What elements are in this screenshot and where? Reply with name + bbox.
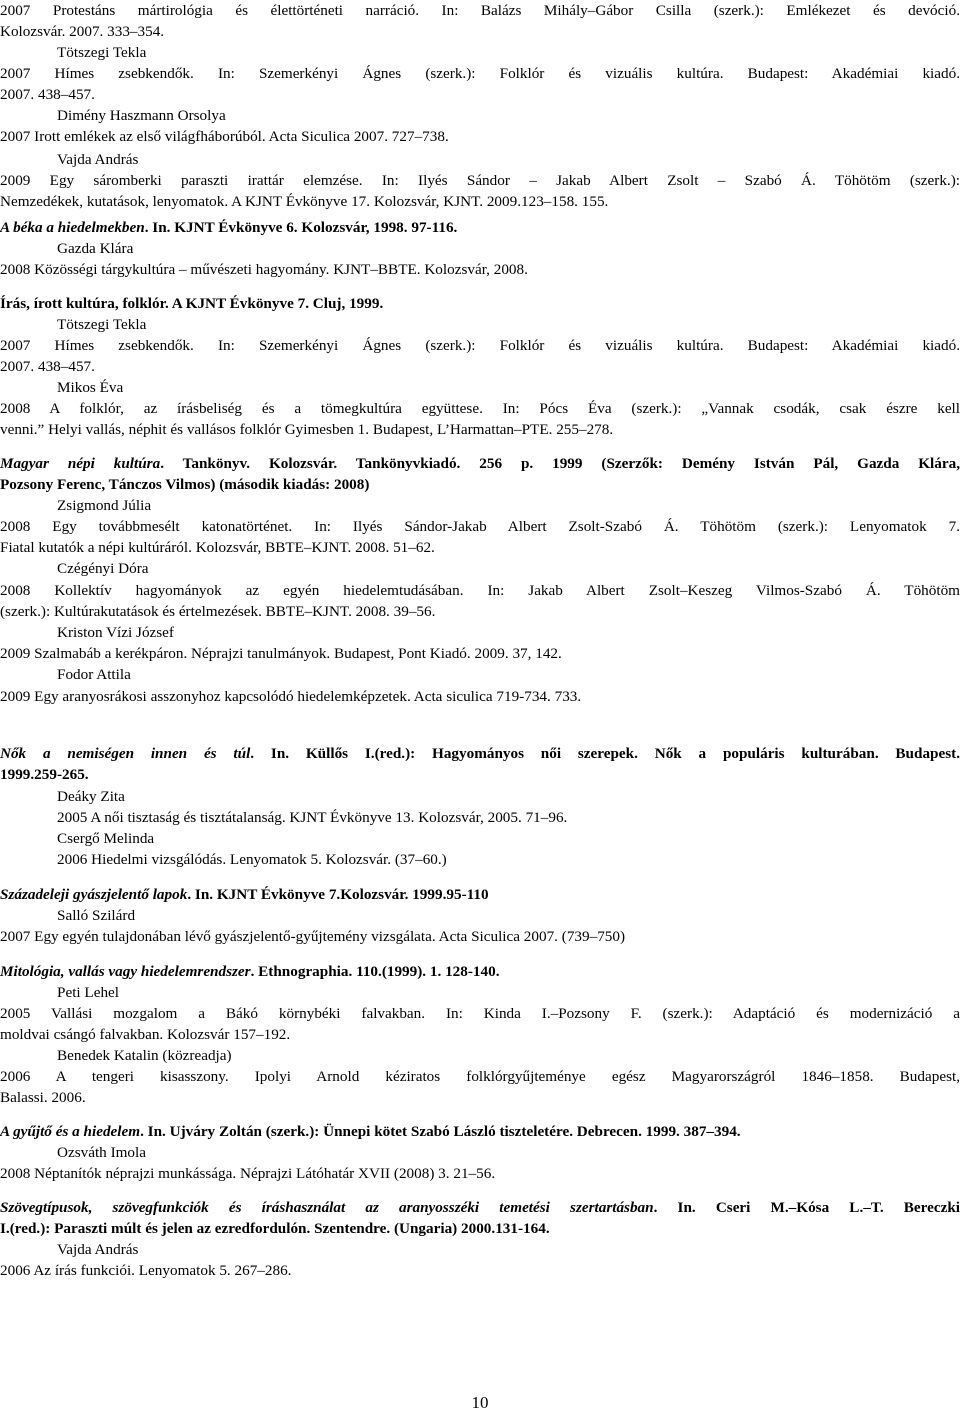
reference-line: 2006 Az írás funkciói. Lenyomatok 5. 267–286. bbox=[0, 1262, 292, 1279]
section-source: Pozsony Ferenc, Tánczos Vilmos) (második kiadás: 2008) bbox=[0, 476, 370, 493]
author-name: Vajda András bbox=[57, 1241, 139, 1258]
author-name: Fodor Attila bbox=[57, 666, 131, 683]
author-name: Dimény Haszmann Orsolya bbox=[57, 107, 226, 124]
author-name: Tötszegi Tekla bbox=[57, 44, 147, 61]
reference-line: 2008 Kollektív hagyományok az egyén hiedelemtudásában. In: Jakab Albert Zsolt–Keszeg Vilmos-Szabó Á. Töhötöm bbox=[0, 582, 960, 599]
section-heading bbox=[0, 217, 960, 238]
reference-line: (szerk.): Kultúrakutatások és értelmezések. BBTE–KJNT. 2008. 39–56. bbox=[0, 603, 436, 620]
reference-line: 2007. 438–457. bbox=[0, 358, 95, 375]
reference-line: 2007. 438–457. bbox=[0, 86, 95, 103]
reference-line: 2008 Egy továbbmesélt katonatörténet. In: Ilyés Sándor-Jakab Albert Zsolt-Szabó Á. Töhötöm (szerk.): Lenyomatok 7. bbox=[0, 518, 960, 535]
reference-line: 2009 Egy aranyosrákosi asszonyhoz kapcsolódó hiedelemképzetek. Acta siculica 719-734. 733. bbox=[0, 688, 582, 705]
reference-line: 2005 Vallási mozgalom a Bákó környbéki falvakban. In: Kinda I.–Pozsony F. (szerk.): Adaptáció és modernizáció a bbox=[0, 1005, 960, 1022]
page-number: 10 bbox=[471, 1393, 489, 1412]
section-heading-continued bbox=[0, 764, 960, 785]
section-source: . Tankönyv. Kolozsvár. Tankönyvkiadó. 256 p. 1999 (Szerzők: Demény István Pál, Gazda Klára, bbox=[160, 455, 960, 472]
reference-line: 2008 Néptanítók néprajzi munkássága. Néprajzi Látóhatár XVII (2008) 3. 21–56. bbox=[0, 1165, 496, 1182]
author-name: Czégényi Dóra bbox=[57, 560, 149, 577]
reference-line: 2007 Protestáns mártirológia és élettörténeti narráció. In: Balázs Mihály–Gábor Csilla (szerk.): Emlékezet és devóció. bbox=[0, 2, 960, 19]
author-name: Kriston Vízi József bbox=[57, 624, 174, 641]
reference-line: Kolozsvár. 2007. 333–354. bbox=[0, 23, 165, 40]
author-name: Salló Szilárd bbox=[57, 907, 136, 924]
section-title: Századeleji gyászjelentő lapok bbox=[0, 886, 188, 903]
section-heading bbox=[0, 743, 960, 764]
reference-line: Balassi. 2006. bbox=[0, 1089, 86, 1106]
author-name: Gazda Klára bbox=[57, 240, 134, 257]
section-source: . In. Cseri M.–Kósa L.–T. Bereczki bbox=[653, 1199, 960, 1216]
reference-line: 2009 Egy sáromberki paraszti irattár elemzése. In: Ilyés Sándor – Jakab Albert Zsolt – Szabó Á. Töhötöm (szerk.): bbox=[0, 172, 960, 189]
author-name: Zsigmond Júlia bbox=[57, 497, 152, 514]
author-name: Vajda András bbox=[57, 151, 139, 168]
section-source: . In. KJNT Évkönyve 6. Kolozsvár, 1998. 97-116. bbox=[144, 219, 458, 236]
section-heading bbox=[0, 1121, 960, 1142]
author-name: Peti Lehel bbox=[57, 984, 119, 1001]
section-source: . In. Ujváry Zoltán (szerk.): Ünnepi kötet Szabó László tiszteletére. Debrecen. 1999. 387–394. bbox=[140, 1123, 741, 1140]
reference-line: 2008 A folklór, az írásbeliség és a tömegkultúra együttese. In: Pócs Éva (szerk.): „Vannak csodák, csak észre kell bbox=[0, 400, 960, 417]
section-heading bbox=[0, 453, 960, 474]
section-heading-continued bbox=[0, 474, 960, 495]
reference-line: 2007 Egy egyén tulajdonában lévő gyászjelentő-gyűjtemény vizsgálata. Acta Siculica 2007. (739–750) bbox=[0, 928, 626, 945]
reference-line: Nemzedékek, kutatások, lenyomatok. A KJNT Évkönyve 17. Kolozsvár, KJNT. 2009.123–158. 155. bbox=[0, 193, 609, 210]
section-title: Nők a nemiségen innen és túl bbox=[0, 745, 251, 762]
section-source: . In. Küllős I.(red.): Hagyományos női szerepek. Nők a populáris kulturában. Budapest. bbox=[250, 745, 960, 762]
reference-line: moldvai csángó falvakban. Kolozsvár 157–192. bbox=[0, 1026, 291, 1043]
author-name: Csergő Melinda bbox=[57, 830, 155, 847]
section-title: A béka a hiedelmekben bbox=[0, 219, 145, 236]
reference-line: 2006 A tengeri kisasszony. Ipolyi Arnold kéziratos folklórgyűjteménye egész Magyarországról 1846–1858. Budapest, bbox=[0, 1068, 960, 1085]
reference-line: 2007 Hímes zsebkendők. In: Szemerkényi Ágnes (szerk.): Folklór és vizuális kultúra. Budapest: Akadémiai kiadó. bbox=[0, 337, 960, 354]
section-source: . Ethnographia. 110.(1999). 1. 128-140. bbox=[250, 963, 500, 980]
section-title: Írás, írott kultúra, folklór. A KJNT Évkönyve 7. Cluj, 1999. bbox=[0, 295, 384, 312]
author-name: Deáky Zita bbox=[57, 788, 125, 805]
author-name: Tötszegi Tekla bbox=[57, 316, 147, 333]
author-name: Mikos Éva bbox=[57, 379, 124, 396]
section-heading bbox=[0, 884, 960, 905]
section-title: Mitológia, vallás vagy hiedelemrendszer bbox=[0, 963, 251, 980]
reference-line: Fiatal kutatók a népi kultúráról. Kolozsvár, BBTE–KJNT. 2008. 51–62. bbox=[0, 539, 435, 556]
section-source: . In. KJNT Évkönyve 7.Kolozsvár. 1999.95-110 bbox=[187, 886, 489, 903]
reference-line: venni.” Helyi vallás, néphit és vallásos folklór Gyimesben 1. Budapest, L’Harmattan–PTE. 255–278. bbox=[0, 421, 614, 438]
section-heading-continued bbox=[0, 1218, 960, 1239]
section-heading bbox=[0, 293, 960, 314]
reference-line: 2007 Irott emlékek az első világfháborúból. Acta Siculica 2007. 727–738. bbox=[0, 128, 449, 145]
author-name: Ozsváth Imola bbox=[57, 1144, 146, 1161]
section-heading bbox=[0, 1197, 960, 1218]
reference-line: 2005 A női tisztaság és tisztátalanság. KJNT Évkönyve 13. Kolozsvár, 2005. 71–96. bbox=[57, 809, 568, 826]
section-source: I.(red.): Paraszti múlt és jelen az ezredfordulón. Szentendre. (Ungaria) 2000.131-164. bbox=[0, 1220, 550, 1237]
section-source: 1999.259-265. bbox=[0, 766, 89, 783]
section-heading bbox=[0, 961, 960, 982]
reference-line: 2006 Hiedelmi vizsgálódás. Lenyomatok 5. Kolozsvár. (37–60.) bbox=[57, 851, 447, 868]
reference-line: 2009 Szalmabáb a kerékpáron. Néprajzi tanulmányok. Budapest, Pont Kiadó. 2009. 37, 142. bbox=[0, 645, 562, 662]
section-title: Magyar népi kultúra bbox=[0, 455, 161, 472]
reference-line: 2008 Közösségi tárgykultúra – művészeti hagyomány. KJNT–BBTE. Kolozsvár, 2008. bbox=[0, 261, 528, 278]
section-title: A gyűjtő és a hiedelem bbox=[0, 1123, 141, 1140]
author-name: Benedek Katalin (közreadja) bbox=[57, 1047, 232, 1064]
section-title: Szövegtípusok, szövegfunkciók és íráshasználat az aranyosszéki temetési szertartásban bbox=[0, 1199, 654, 1216]
reference-line: 2007 Hímes zsebkendők. In: Szemerkényi Ágnes (szerk.): Folklór és vizuális kultúra. Budapest: Akadémiai kiadó. bbox=[0, 65, 960, 82]
